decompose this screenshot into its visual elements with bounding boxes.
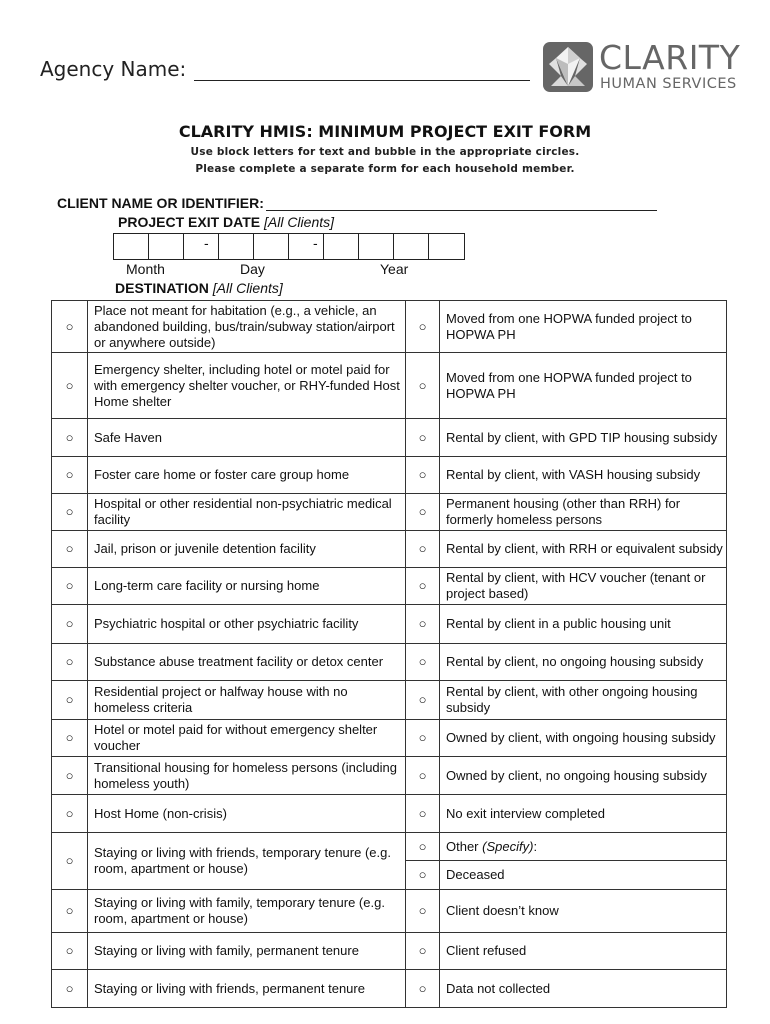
destination-option: Residential project or halfway house with no homeless criteria: [88, 681, 406, 720]
radio-bubble[interactable]: ○: [418, 541, 427, 556]
radio-bubble[interactable]: ○: [65, 903, 74, 918]
destination-option: Hospital or other residential non-psychiatric medical facility: [88, 494, 406, 531]
date-box-year-2[interactable]: [289, 234, 324, 259]
table-row: [52, 457, 727, 494]
destination-option: Data not collected: [440, 970, 727, 1008]
destination-option-other: [440, 833, 727, 861]
radio-bubble[interactable]: ○: [65, 467, 74, 482]
table-row: [52, 353, 727, 419]
clarity-logo: [543, 38, 743, 94]
table-row: [52, 795, 727, 833]
destination-heading: [115, 280, 283, 296]
specify-label: (Specify): [482, 838, 534, 854]
table-row: [52, 720, 727, 757]
radio-bubble[interactable]: ○: [418, 377, 427, 393]
day-label: Day: [240, 261, 265, 277]
date-box-day-2[interactable]: [219, 234, 254, 259]
table-row: [52, 970, 727, 1008]
radio-bubble[interactable]: ○: [418, 943, 427, 958]
exit-date-boxes[interactable]: [113, 233, 465, 260]
radio-bubble[interactable]: ○: [65, 654, 74, 669]
destination-option: No exit interview completed: [440, 795, 727, 833]
destination-option: Staying or living with friends, temporary tenure (e.g. room, apartment or house): [88, 833, 406, 890]
table-row: [52, 644, 727, 681]
radio-bubble[interactable]: ○: [65, 616, 74, 631]
client-identifier-field[interactable]: [57, 195, 657, 211]
exit-date-scope: [All Clients]: [263, 214, 335, 230]
table-row: [52, 933, 727, 970]
form-instruction-2: Please complete a separate form for each household member.: [195, 163, 575, 175]
radio-bubble[interactable]: ○: [65, 504, 74, 519]
radio-bubble[interactable]: ○: [418, 838, 427, 854]
other-colon: :: [533, 838, 538, 854]
date-box-extra-1[interactable]: [394, 234, 429, 259]
destination-option: Client doesn’t know: [440, 890, 727, 933]
destination-option: Jail, prison or juvenile detention facility: [88, 531, 406, 568]
radio-bubble[interactable]: ○: [65, 943, 74, 958]
radio-bubble[interactable]: ○: [418, 616, 427, 631]
radio-bubble[interactable]: ○: [418, 903, 427, 918]
table-row: [52, 605, 727, 644]
destination-option: Psychiatric hospital or other psychiatric facility: [88, 605, 406, 644]
radio-bubble[interactable]: ○: [418, 867, 427, 882]
radio-bubble[interactable]: ○: [65, 767, 74, 783]
destination-option: Rental by client, no ongoing housing subsidy: [440, 644, 727, 681]
destination-option: Emergency shelter, including hotel or motel paid for with emergency shelter voucher, or RHY-funded Host Home shelter: [88, 353, 406, 419]
date-box-year-1[interactable]: [254, 234, 289, 259]
table-row: [52, 419, 727, 457]
radio-bubble[interactable]: ○: [418, 429, 427, 445]
date-box-year-3[interactable]: [324, 234, 359, 259]
radio-bubble[interactable]: ○: [418, 692, 427, 707]
destination-table: [51, 300, 727, 1008]
radio-bubble[interactable]: ○: [418, 980, 427, 996]
destination-option: Rental by client, with GPD TIP housing subsidy: [440, 419, 727, 457]
table-row: [52, 531, 727, 568]
date-separator-1: -: [204, 235, 209, 251]
agency-name-line[interactable]: [194, 61, 530, 81]
radio-bubble[interactable]: ○: [418, 654, 427, 669]
destination-option: Safe Haven: [88, 419, 406, 457]
radio-bubble[interactable]: ○: [418, 467, 427, 482]
crystal-logo-icon: [543, 42, 593, 92]
logo-subtitle: HUMAN SERVICES: [600, 76, 737, 92]
date-box-month-2[interactable]: [149, 234, 184, 259]
table-row: [52, 681, 727, 720]
date-separator-2: -: [313, 235, 318, 251]
radio-bubble[interactable]: ○: [418, 578, 427, 593]
radio-bubble[interactable]: ○: [65, 541, 74, 556]
radio-bubble[interactable]: ○: [65, 980, 74, 996]
table-row: [52, 301, 727, 353]
radio-bubble[interactable]: ○: [65, 853, 74, 868]
date-box-month-1[interactable]: [114, 234, 149, 259]
destination-option: Rental by client, with RRH or equivalent subsidy: [440, 531, 727, 568]
destination-option: Owned by client, no ongoing housing subsidy: [440, 757, 727, 795]
destination-option: Substance abuse treatment facility or detox center: [88, 644, 406, 681]
form-instruction-1: Use block letters for text and bubble in the appropriate circles.: [190, 146, 580, 158]
destination-option: Foster care home or foster care group home: [88, 457, 406, 494]
client-identifier-line[interactable]: [266, 196, 657, 211]
radio-bubble[interactable]: ○: [418, 730, 427, 745]
table-row: [52, 833, 727, 861]
destination-option: Owned by client, with ongoing housing subsidy: [440, 720, 727, 757]
date-box-extra-2[interactable]: [429, 234, 464, 259]
destination-option: Moved from one HOPWA funded project to HOPWA PH: [440, 353, 727, 419]
logo-wordmark: CLARITY: [599, 38, 741, 77]
destination-option: Rental by client, with other ongoing housing subsidy: [440, 681, 727, 720]
radio-bubble[interactable]: ○: [65, 805, 74, 821]
other-label: Other: [446, 838, 479, 854]
agency-name-label: Agency Name:: [40, 57, 187, 81]
destination-label: DESTINATION: [115, 280, 209, 296]
destination-option: Host Home (non-crisis): [88, 795, 406, 833]
destination-option: Place not meant for habitation (e.g., a vehicle, an abandoned building, bus/train/subway station/airport or anywhere outside): [88, 301, 406, 353]
radio-bubble[interactable]: ○: [65, 377, 74, 393]
radio-bubble[interactable]: ○: [65, 429, 74, 445]
radio-bubble[interactable]: ○: [418, 504, 427, 519]
destination-option: Permanent housing (other than RRH) for formerly homeless persons: [440, 494, 727, 531]
exit-date-label: PROJECT EXIT DATE: [118, 214, 261, 230]
destination-option: Staying or living with family, permanent tenure: [88, 933, 406, 970]
table-row: [52, 890, 727, 933]
client-identifier-label: CLIENT NAME OR IDENTIFIER:: [57, 195, 264, 211]
destination-option: Hotel or motel paid for without emergency shelter voucher: [88, 720, 406, 757]
destination-option: Staying or living with family, temporary tenure (e.g. room, apartment or house): [88, 890, 406, 933]
destination-option: Long-term care facility or nursing home: [88, 568, 406, 605]
form-title: CLARITY HMIS: MINIMUM PROJECT EXIT FORM: [178, 122, 592, 141]
destination-option: Rental by client in a public housing unit: [440, 605, 727, 644]
radio-bubble[interactable]: ○: [65, 730, 74, 745]
agency-name-field[interactable]: [40, 57, 530, 81]
radio-bubble[interactable]: ○: [65, 318, 74, 334]
destination-option: Client refused: [440, 933, 727, 970]
radio-bubble[interactable]: ○: [418, 805, 427, 821]
radio-bubble[interactable]: ○: [65, 692, 74, 707]
destination-option: Rental by client, with VASH housing subsidy: [440, 457, 727, 494]
radio-bubble[interactable]: ○: [418, 318, 427, 334]
destination-option: Moved from one HOPWA funded project to HOPWA PH: [440, 301, 727, 353]
date-box-year-4[interactable]: [359, 234, 394, 259]
table-row: [52, 568, 727, 605]
destination-scope: [All Clients]: [212, 280, 283, 296]
destination-option: Staying or living with friends, permanent tenure: [88, 970, 406, 1008]
table-row: [52, 494, 727, 531]
radio-bubble[interactable]: ○: [65, 578, 74, 593]
destination-option: Deceased: [440, 861, 727, 890]
date-box-day-1[interactable]: [184, 234, 219, 259]
destination-option: Transitional housing for homeless persons (including homeless youth): [88, 757, 406, 795]
exit-date-heading: [118, 214, 334, 230]
month-label: Month: [126, 261, 165, 277]
year-label: Year: [380, 261, 409, 277]
radio-bubble[interactable]: ○: [418, 767, 427, 783]
destination-option: Rental by client, with HCV voucher (tenant or project based): [440, 568, 727, 605]
table-row: [52, 757, 727, 795]
